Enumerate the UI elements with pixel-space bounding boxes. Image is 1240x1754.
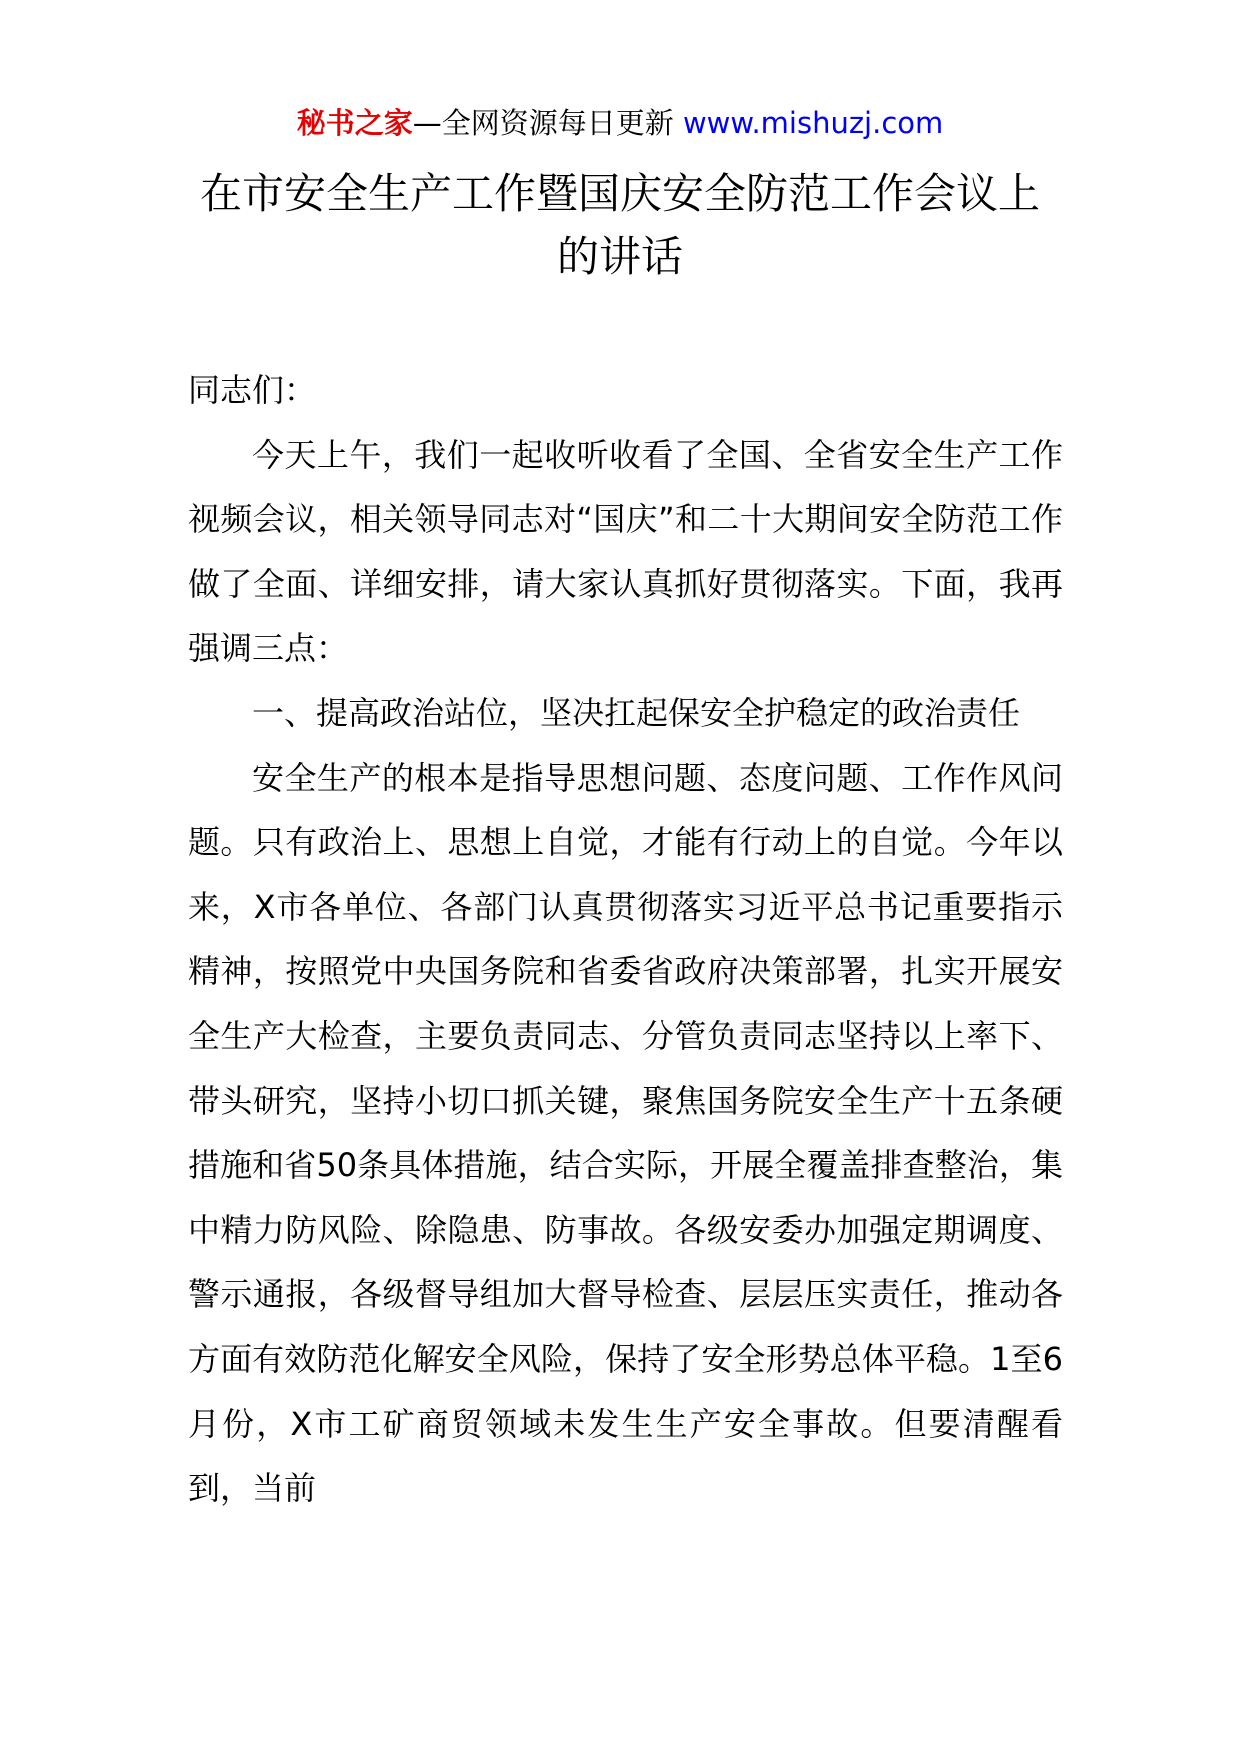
brand-name: 秘书之家 [296,106,413,140]
header-tagline: —全网资源每日更新 [412,106,683,140]
body-paragraph: 安全生产的根本是指导思想问题、态度问题、工作作风问题。只有政治上、思想上自觉，才能有行动上的自觉。今年以来，X市各单位、各部门认真贯彻落实习近平总书记重要指示精神，按照党中央国务院和省委省政府决策部署，扎实开展安全生产大检查，主要负责同志、分管负责同志坚持以上率下、带头研究，坚持小切口抓关键，聚焦国务院安全生产十五条硬措施和省50条具体措施，结合实际，开展全覆盖排查整治，集中精力防风险、除隐患、防事故。各级安委办加强定期调度、警示通报，各级督导组加大督导检查、层层压实责任，推动各方面有效防范化解安全风险，保持了安全形势总体平稳。1至6月份，X市工矿商贸领域未发生生产安全事故。但要清醒看到，当前 [188,758,1063,1508]
section-heading: 一、提高政治站位，坚决扛起保安全护稳定的政治责任 [252,693,1021,732]
site-header [0,103,1240,143]
document-body [188,358,1063,1521]
body-paragraph: 今天上午，我们一起收听收看了全国、全省安全生产工作视频会议，相关领导同志对“国庆”和二十大期间安全防范工作做了全面、详细安排，请大家认真抓好贯彻落实。下面，我再强调三点： [188,435,1063,668]
document-title: 在市安全生产工作暨国庆安全防范工作会议上的讲话 [199,169,1040,281]
salutation: 同志们： [188,371,317,409]
site-url-link[interactable]: www.mishuzj.com [682,106,944,140]
